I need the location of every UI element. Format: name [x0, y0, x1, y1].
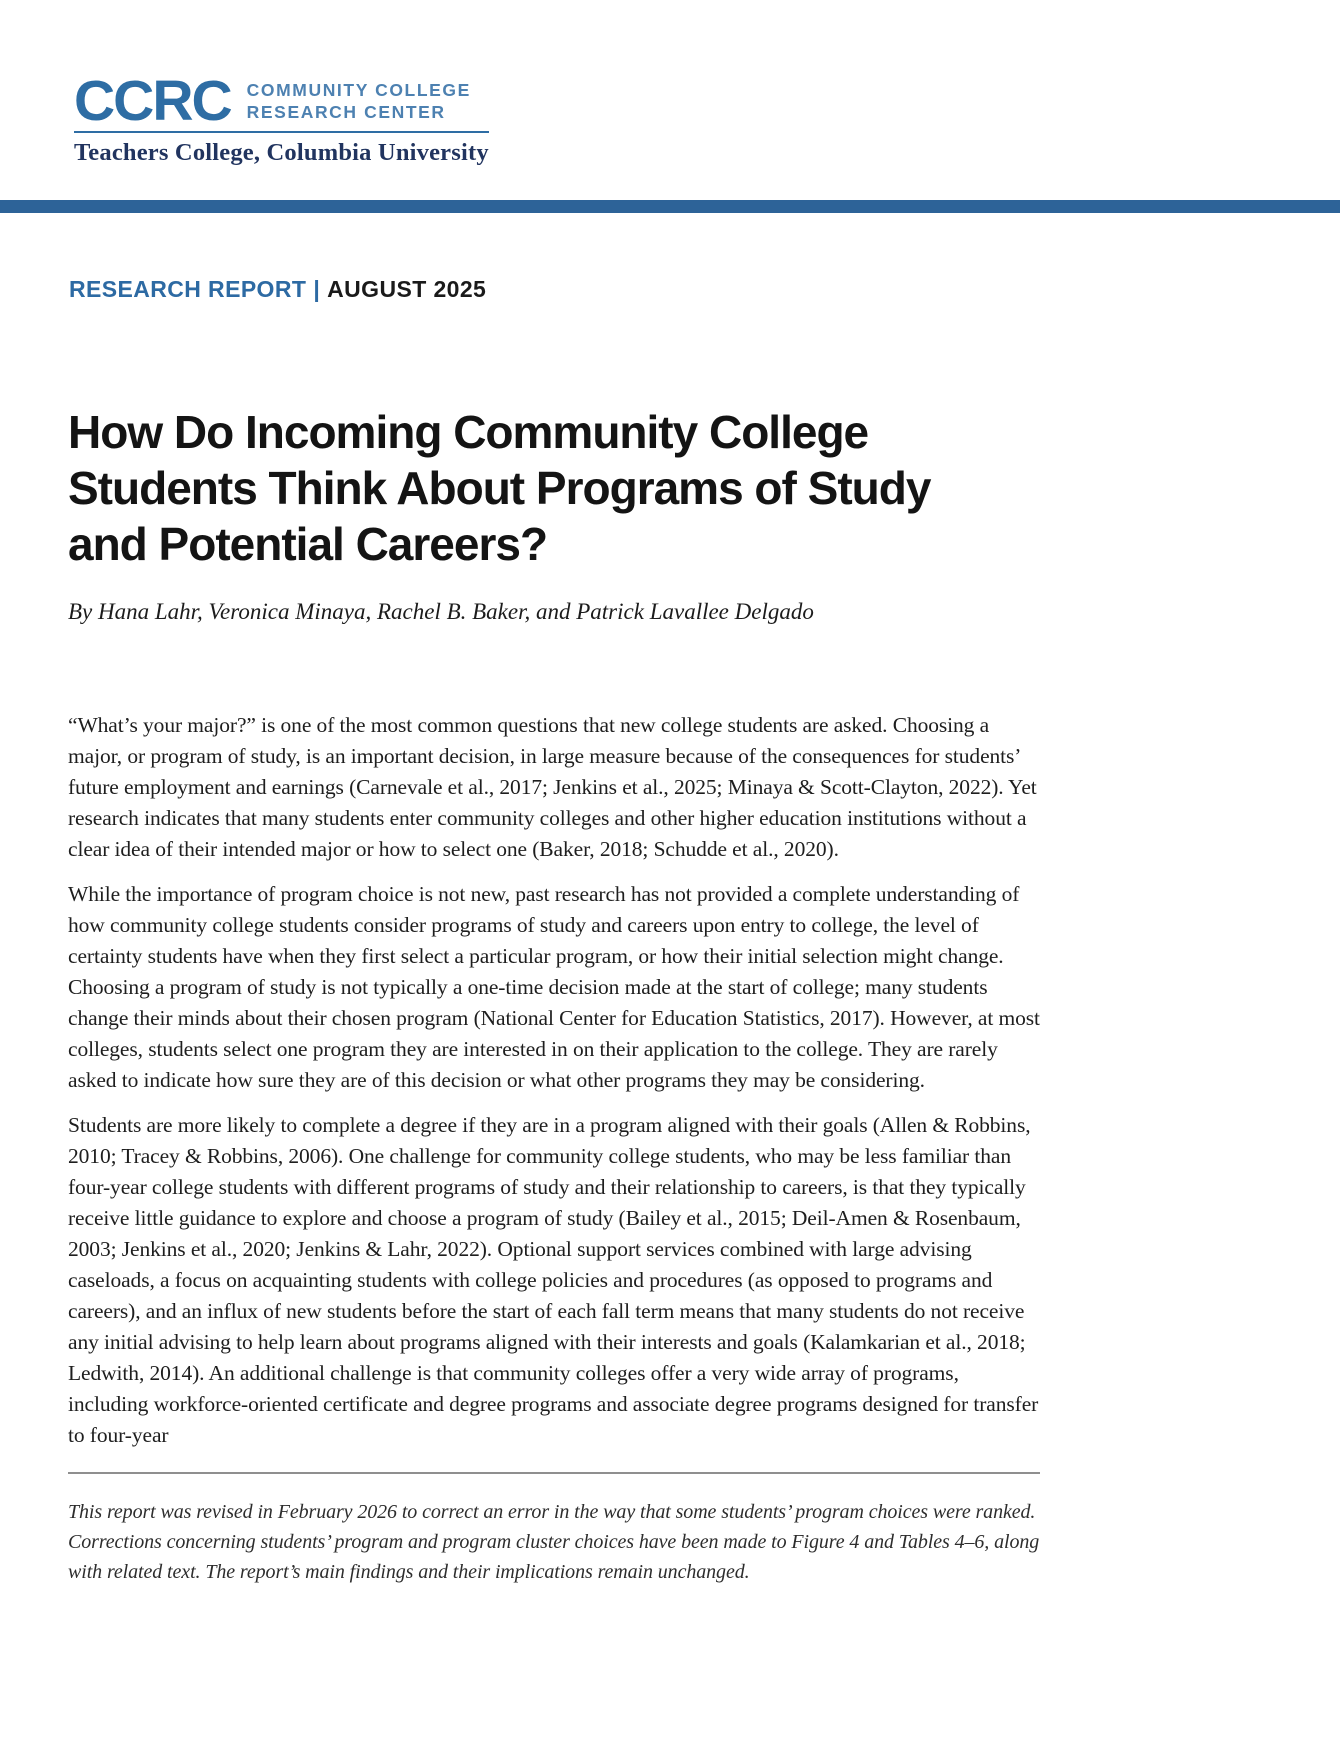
- top-accent-bar: [0, 200, 1340, 213]
- body-paragraph-3: Students are more likely to complete a degree if they are in a program aligned with their goals (Allen & Robbins, 2010; Tracey & Robbins, 2006). One challenge for community college students, who may be less familiar than four-year college students with different programs of study and their relationship to careers, is that they typically receive little guidance to explore and choose a program of study (Bailey et al., 2015; Deil-Amen & Rosenbaum, 2003; Jenkins et al., 2020; Jenkins & Lahr, 2022). Optional support services combined with large advising caseloads, a focus on acquainting students with college policies and procedures (as opposed to programs and careers), and an influx of new students before the start of each fall term means that many students do not receive any initial advising to help learn about programs aligned with their interests and goals (Kalamkarian et al., 2018; Ledwith, 2014). An additional challenge is that community colleges offer a very wide array of programs, including workforce-oriented certificate and degree programs and associate degree programs designed for transfer to four-year: [68, 1113, 1039, 1447]
- article-body: [68, 710, 1040, 1587]
- ccrc-wordmark: CCRC: [74, 69, 231, 133]
- kicker-separator: |: [313, 276, 321, 302]
- logo-row: [74, 69, 489, 133]
- footnote-text: This report was revised in February 2026 to correct an error in the way that some students’ program choices were ranked. Corrections concerning students’ program and program cluster choices have been made to Figure 4 and Tables 4–6, along with related text. The report’s main findings and their implications remain unchanged.: [68, 1501, 1040, 1583]
- kicker-date: AUGUST 2025: [327, 276, 487, 302]
- org-name-line1: COMMUNITY COLLEGE: [246, 80, 471, 100]
- footnote-divider: [68, 1472, 1040, 1474]
- report-kicker: [69, 276, 486, 303]
- institution-name: Teachers College, Columbia University: [74, 139, 489, 166]
- org-name-line2: RESEARCH CENTER: [246, 102, 446, 122]
- org-name: [247, 79, 471, 123]
- kicker-label: RESEARCH REPORT: [69, 276, 307, 302]
- body-paragraph-2: While the importance of program choice is not new, past research has not provided a complete understanding of how community college students consider programs of study and careers upon entry to college, the level of certainty students have when they first select a particular program, or how their initial selection might change. Choosing a program of study is not typically a one-time decision made at the start of college; many students change their minds about their chosen program (National Center for Education Statistics, 2017). However, at most colleges, students select one program they are interested in on their application to the college. They are rarely asked to indicate how sure they are of this decision or what other programs they may be considering.: [68, 882, 1040, 1092]
- body-paragraph-1: “What’s your major?” is one of the most common questions that new college students are asked. Choosing a major, or program of study, is an important decision, in large measure because of the consequences for students’ future employment and earnings (Carnevale et al., 2017; Jenkins et al., 2025; Minaya & Scott-Clayton, 2022). Yet research indicates that many students enter community colleges and other higher education institutions without a clear idea of their intended major or how to select one (Baker, 2018; Schudde et al., 2020).: [68, 713, 1037, 861]
- byline: By Hana Lahr, Veronica Minaya, Rachel B. Baker, and Patrick Lavallee Delgado: [68, 599, 814, 624]
- page-title: How Do Incoming Community College Students Think About Programs of Study and Potential Careers?: [68, 406, 931, 570]
- ccrc-logo: [74, 69, 489, 167]
